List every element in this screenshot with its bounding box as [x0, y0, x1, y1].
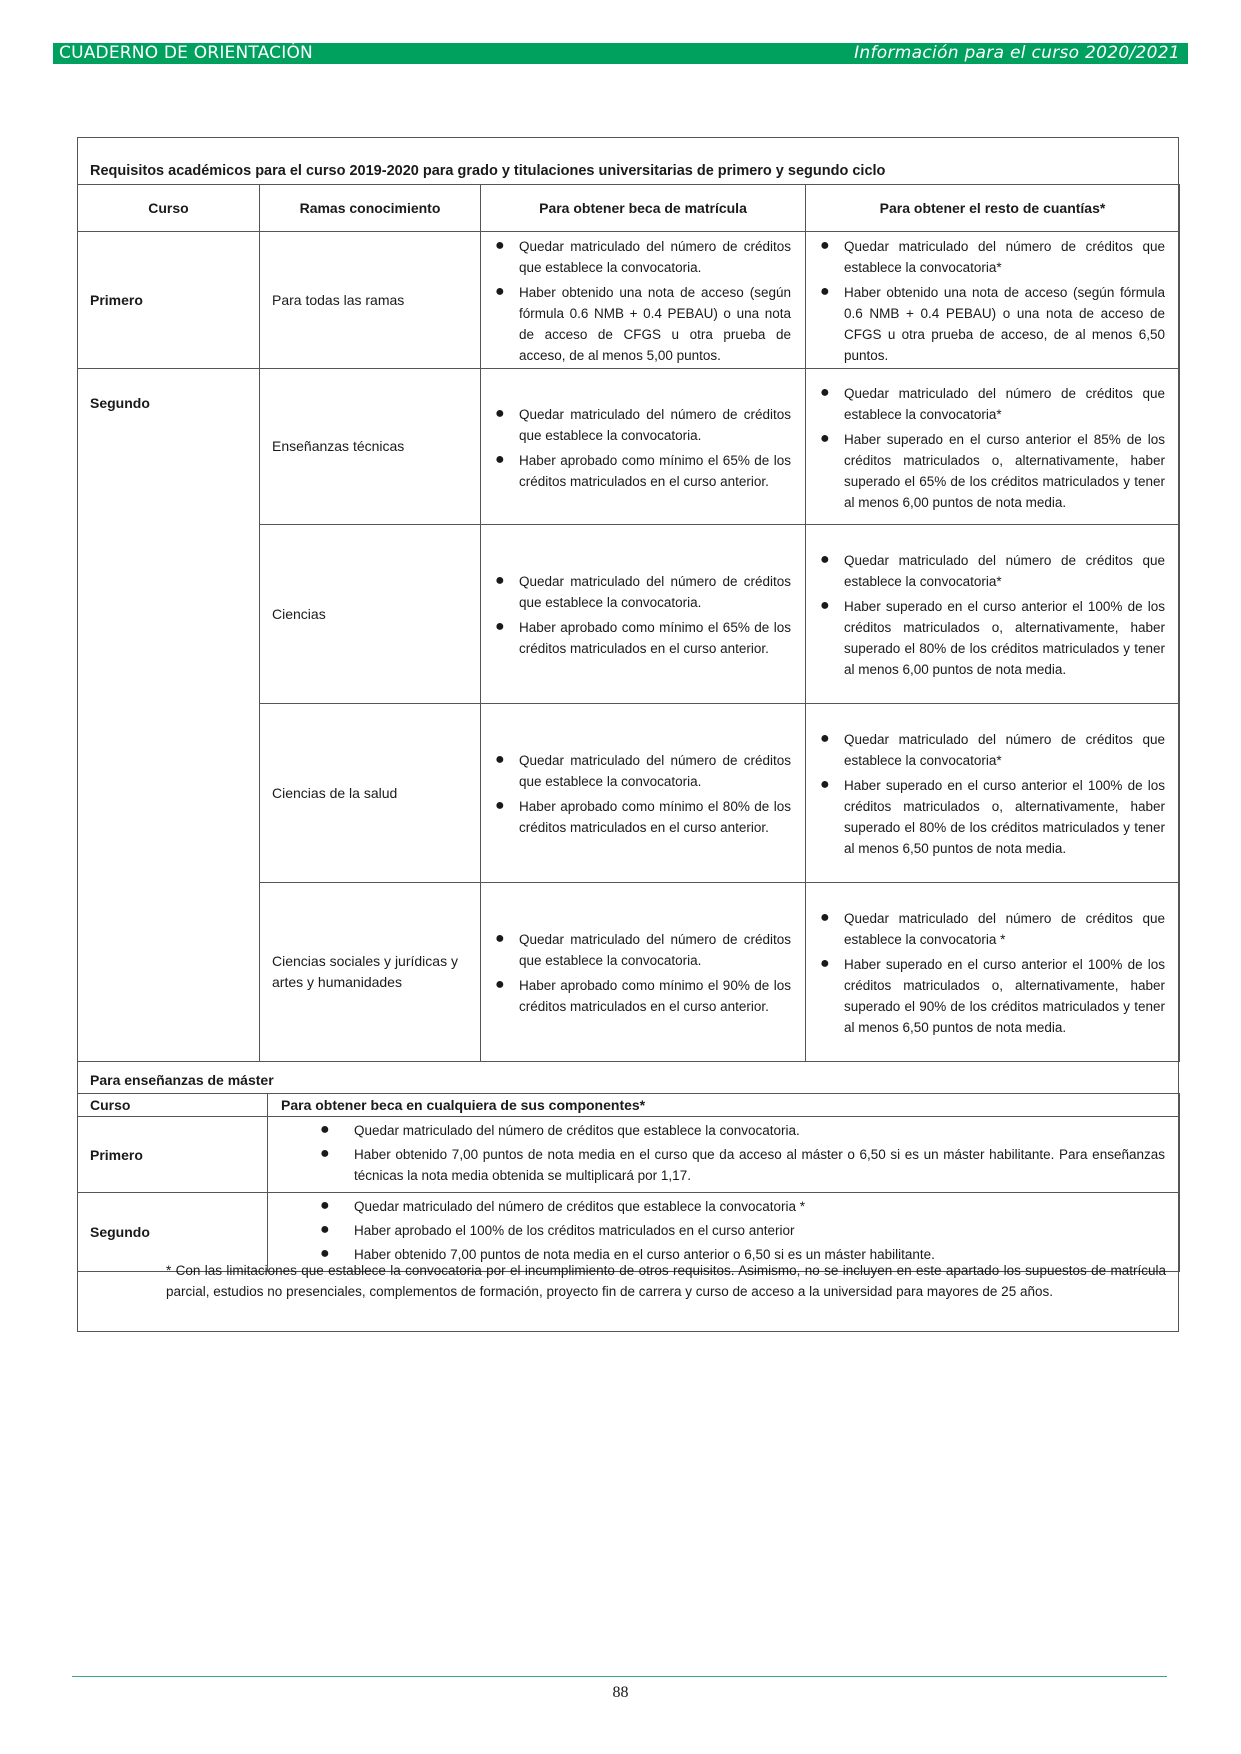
list-item: ● Haber obtenido una nota de acceso (según fórmula 0.6 NMB + 0.4 PEBAU) o una nota de acceso de CFGS u otra prueba de acceso, de al menos 5,00 puntos. [495, 283, 791, 363]
bullet-icon: ● [495, 976, 505, 993]
rama-cell: Para todas las ramas [260, 232, 481, 369]
bullet-icon: ● [495, 283, 505, 300]
curso-cell: Segundo [78, 369, 260, 1062]
rama-cell: Ciencias sociales y jurídicas y artes y humanidades [260, 883, 481, 1062]
bullet-icon: ● [320, 1245, 330, 1262]
master-section-caption: Para enseñanzas de máster [90, 1072, 274, 1088]
bullet-icon: ● [820, 551, 830, 568]
column-header: Curso [78, 1094, 268, 1117]
resto-cell [806, 704, 1180, 883]
bullet-icon: ● [820, 383, 830, 401]
list-item: ● Haber superado en el curso anterior el 100% de los créditos matriculados o, alternativamente, haber superado el 80% de los créditos matriculados y tener al menos 6,50 puntos de nota media. [820, 776, 1165, 856]
master-requirements-table [77, 1093, 1180, 1272]
list-item: ● Quedar matriculado del número de créditos que establece la convocatoria* [820, 237, 1165, 275]
table-row [78, 232, 1180, 369]
bullet-icon: ● [495, 404, 505, 422]
bullet-icon: ● [495, 618, 505, 635]
list-item: ● Haber superado en el curso anterior el 100% de los créditos matriculados o, alternativamente, haber superado el 90% de los créditos matriculados y tener al menos 6,50 puntos de nota media. [820, 955, 1165, 1035]
list-item: ● Quedar matriculado del número de créditos que establece la convocatoria. [495, 930, 791, 968]
table-header-row [78, 1094, 1180, 1117]
table-caption: Requisitos académicos para el curso 2019-2020 para grado y titulaciones universitarias de primero y segundo ciclo [90, 163, 886, 179]
beca-cell [481, 883, 806, 1062]
column-header: Para obtener el resto de cuantías* [806, 185, 1180, 232]
bullet-icon: ● [495, 930, 505, 947]
list-item: ● Quedar matriculado del número de créditos que establece la convocatoria * [820, 909, 1165, 947]
list-item: ● Haber aprobado el 100% de los créditos matriculados en el curso anterior [320, 1221, 795, 1238]
footer-divider [72, 1676, 1167, 1677]
list-item: ● Quedar matriculado del número de créditos que establece la convocatoria. [495, 404, 791, 443]
list-item: ● Haber aprobado como mínimo el 65% de los créditos matriculados en el curso anterior. [495, 618, 791, 656]
bullet-icon: ● [820, 283, 830, 300]
bullet-icon: ● [320, 1197, 330, 1214]
bullet-icon: ● [820, 776, 830, 793]
beca-cell [481, 232, 806, 369]
list-item: ● Haber superado en el curso anterior el 85% de los créditos matriculados o, alternativamente, haber superado el 65% de los créditos matriculados y tener al menos 6,00 puntos de nota media. [820, 429, 1165, 510]
list-item: ● Haber obtenido 7,00 puntos de nota media en el curso que da acceso al máster o 6,50 si es un máster habilitante. Para enseñanzas técnicas la nota media obtenida se multiplicará por 1,17. [320, 1145, 1165, 1183]
column-header: Ramas conocimiento [260, 185, 481, 232]
bullet-icon: ● [820, 730, 830, 747]
list-item: ● Quedar matriculado del número de créditos que establece la convocatoria * [320, 1197, 806, 1214]
list-item: ● Quedar matriculado del número de créditos que establece la convocatoria. [495, 751, 791, 789]
curso-cell: Primero [78, 1117, 268, 1193]
resto-cell [806, 883, 1180, 1062]
rama-cell: Ciencias de la salud [260, 704, 481, 883]
list-item: ● Quedar matriculado del número de créditos que establece la convocatoria. [495, 237, 791, 275]
beca-cell [481, 704, 806, 883]
bullet-icon: ● [820, 237, 830, 254]
list-item: ● Haber obtenido una nota de acceso (según fórmula 0.6 NMB + 0.4 PEBAU) o una nota de acceso de CFGS u otra prueba de acceso, de al menos 6,50 puntos. [820, 283, 1165, 363]
list-item: ● Quedar matriculado del número de créditos que establece la convocatoria* [820, 730, 1165, 768]
curso-cell: Segundo [78, 1193, 268, 1272]
list-item: ● Quedar matriculado del número de créditos que establece la convocatoria* [820, 383, 1165, 422]
bullet-icon: ● [495, 450, 505, 468]
list-item: ● Haber aprobado como mínimo el 65% de los créditos matriculados en el curso anterior. [495, 450, 791, 489]
page-number: 88 [612, 1684, 629, 1701]
list-item: ● Haber obtenido 7,00 puntos de nota media en el curso anterior o 6,50 si es un máster habilitante. [320, 1245, 935, 1262]
bullet-icon: ● [495, 237, 505, 254]
bullet-icon: ● [820, 597, 830, 614]
list-item: ● Quedar matriculado del número de créditos que establece la convocatoria. [495, 572, 791, 610]
bullet-icon: ● [820, 429, 830, 447]
page-header-bar [53, 43, 1188, 64]
resto-cell [806, 525, 1180, 704]
grado-requirements-table [77, 184, 1180, 1062]
document-title: CUADERNO DE ORIENTACIÓN [59, 43, 313, 63]
bullet-icon: ● [495, 751, 505, 768]
resto-cell [806, 369, 1180, 525]
bullet-icon: ● [820, 909, 830, 926]
column-header: Para obtener beca de matrícula [481, 185, 806, 232]
resto-cell [806, 232, 1180, 369]
table-header-row [78, 185, 1180, 232]
list-item: ● Haber superado en el curso anterior el 100% de los créditos matriculados o, alternativamente, haber superado el 80% de los créditos matriculados y tener al menos 6,00 puntos de nota media. [820, 597, 1165, 677]
footnote: * Con las limitaciones que establece la convocatoria por el incumplimiento de otros requisitos. Asimismo, no se incluyen en este apartado los supuestos de matrícula parcial, estudios no presenciales, complementos de formación, proyecto fin de carrera y curso de acceso a la universidad para mayores de 25 años. [166, 1263, 1166, 1299]
list-item: ● Haber aprobado como mínimo el 80% de los créditos matriculados en el curso anterior. [495, 797, 791, 835]
bullet-icon: ● [820, 955, 830, 972]
course-info: Información para el curso 2020/2021 [854, 43, 1180, 63]
column-header: Para obtener beca en cualquiera de sus componentes* [268, 1094, 1180, 1117]
list-item: ● Haber aprobado como mínimo el 90% de los créditos matriculados en el curso anterior. [495, 976, 791, 1014]
list-item: ● Quedar matriculado del número de créditos que establece la convocatoria. [320, 1121, 800, 1138]
curso-cell: Primero [78, 232, 260, 369]
beca-cell [481, 369, 806, 525]
bullet-icon: ● [320, 1121, 330, 1138]
bullet-icon: ● [320, 1145, 330, 1162]
bullet-icon: ● [495, 572, 505, 589]
list-item: ● Quedar matriculado del número de créditos que establece la convocatoria* [820, 551, 1165, 589]
table-row [78, 369, 1180, 525]
bullet-icon: ● [495, 797, 505, 814]
bullet-icon: ● [320, 1221, 330, 1238]
column-header: Curso [78, 185, 260, 232]
rama-cell: Ciencias [260, 525, 481, 704]
beca-cell [481, 525, 806, 704]
rama-cell: Enseñanzas técnicas [260, 369, 481, 525]
table-row [78, 1117, 1180, 1193]
requirements-cell [268, 1117, 1180, 1193]
